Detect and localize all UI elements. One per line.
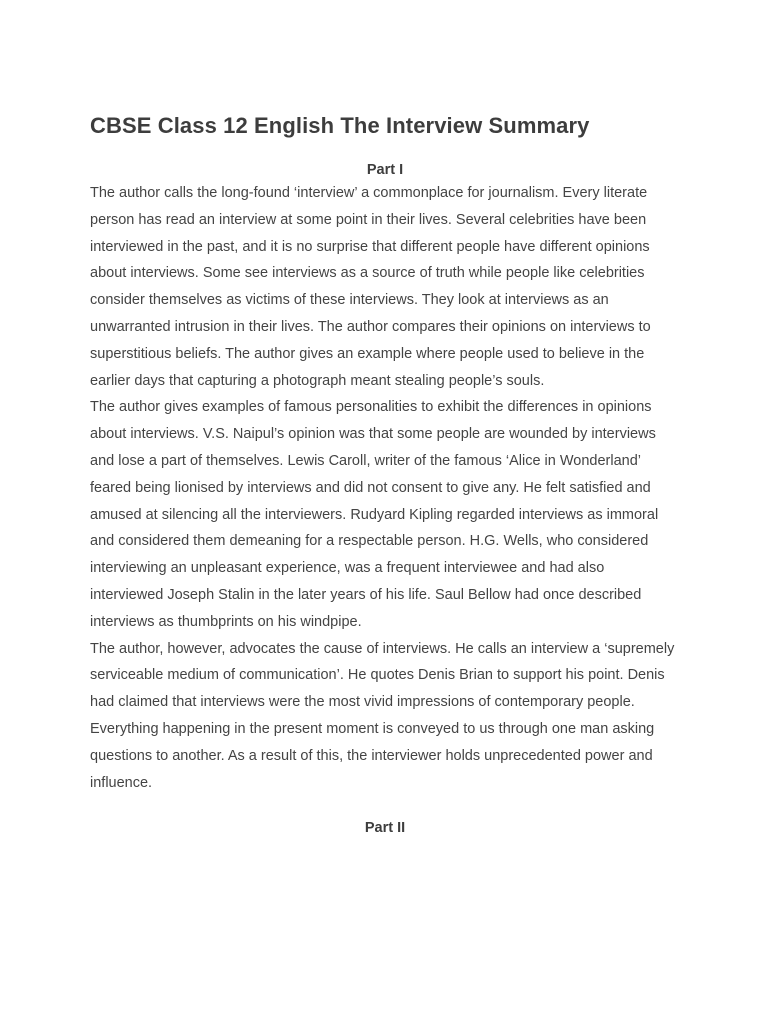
- part-1-heading: Part I: [366, 162, 404, 178]
- part-2-heading: Part II: [364, 820, 406, 837]
- paragraph-3: The author, however, advocates the cause of interviews. He calls an interview a ‘supremely serviceable medium of communication’. He quotes Denis Brian to support his point. Denis had claimed that interviews were the most vivid impressions of contemporary people. Everything happening in the present moment is conveyed to us through one man asking questions to another. As a result of this, the interviewer holds unprecedented power and influence.: [90, 640, 675, 791]
- document-page: [90, 110, 680, 838]
- paragraph-1: The author calls the long-found ‘interview’ a commonplace for journalism. Every literate person has read an interview at some point in their lives. Several celebrities have been interviewed in the past, and it is no surprise that different people have different opinions about interviews. Some see interviews as a source of truth while people like celebrities consider themselves as victims of these interviews. They look at interviews as an unwarranted intrusion in their lives. The author compares their opinions on interviews to superstitious beliefs. The author gives an example where people used to believe in the earlier days that capturing a photograph meant stealing people’s souls.: [90, 185, 651, 389]
- page-title: CBSE Class 12 English The Interview Summary: [90, 113, 590, 138]
- paragraph-2: The author gives examples of famous personalities to exhibit the differences in opinions about interviews. V.S. Naipul’s opinion was that some people are wounded by interviews and lose a part of themselves. Lewis Caroll, writer of the famous ‘Alice in Wonderland’ feared being lionised by interviews and did not consent to give any. He felt satisfied and amused at silencing all the interviewers. Rudyard Kipling regarded interviews as immoral and considered them demeaning for a respectable person. H.G. Wells, who considered interviewing an unpleasant experience, was a frequent interviewee and had also interviewed Joseph Stalin in the later years of his life. Saul Bellow had once described interviews as thumbprints on his windpipe.: [90, 399, 659, 630]
